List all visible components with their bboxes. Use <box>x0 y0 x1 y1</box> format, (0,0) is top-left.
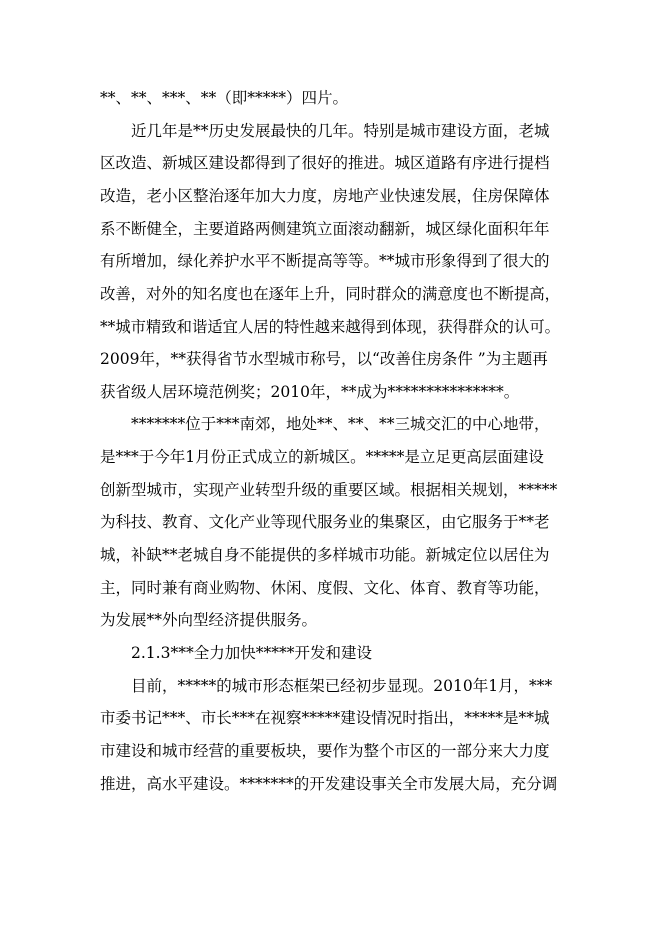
text-line: 市建设和城市经营的重要板块，要作为整个市区的一部分来大力度 <box>100 742 550 760</box>
text-line: 推进，高水平建设。*******的开发建设事关全市发展大局，充分调 <box>100 775 558 793</box>
text-line: *******位于***南郊，地处**、**、**三城交汇的中心地带， <box>131 415 550 433</box>
text-line: 2009年，**获得省节水型城市称号，以“改善住房条件 ”为主题再 <box>100 350 548 368</box>
text-line: 目前，*****的城市形态框架已经初步显现。2010年1月，*** <box>131 677 553 695</box>
text-line: **、**、***、**（即*****）四片。 <box>100 89 349 107</box>
text-line: **城市精致和谐适宜人居的特性越来越得到体现，获得群众的认可。 <box>100 318 560 336</box>
text-line: 主，同时兼有商业购物、休闲、度假、文化、体育、教育等功能， <box>100 579 550 597</box>
text-line: 是***于今年1月份正式成立的新城区。*****是立足更高层面建设 <box>100 448 544 466</box>
text-line: 有所增加，绿化养护水平不断提高等等。**城市形象得到了很大的 <box>100 252 550 270</box>
text-line: 改善，对外的知名度也在逐年上升，同时群众的满意度也不断提高， <box>100 285 560 303</box>
text-line: 市委书记***、市长***在视察*****建设情况时指出，*****是**城 <box>100 709 550 727</box>
text-line: 改造，老小区整治逐年加大力度，房地产业快速发展，住房保障体 <box>100 187 550 205</box>
text-line: 区改造、新城区建设都得到了很好的推进。城区道路有序进行提档 <box>100 154 550 172</box>
text-line: 近几年是**历史发展最快的几年。特别是城市建设方面，老城 <box>131 122 550 140</box>
text-line: 城，补缺**老城自身不能提供的多样城市功能。新城定位以居住为 <box>100 546 550 564</box>
text-line: 为发展**外向型经济提供服务。 <box>100 611 318 629</box>
section-heading: 2.1.3***全力加快*****开发和建设 <box>131 644 372 662</box>
text-line: 为科技、教育、文化产业等现代服务业的集聚区，由它服务于**老 <box>100 513 550 531</box>
text-line: 系不断健全，主要道路两侧建筑立面滚动翻新，城区绿化面积年年 <box>100 220 550 238</box>
text-line: 创新型城市，实现产业转型升级的重要区域。根据相关规划，***** <box>100 481 558 499</box>
text-line: 获省级人居环境范例奖；2010年，**成为***************。 <box>100 383 520 401</box>
